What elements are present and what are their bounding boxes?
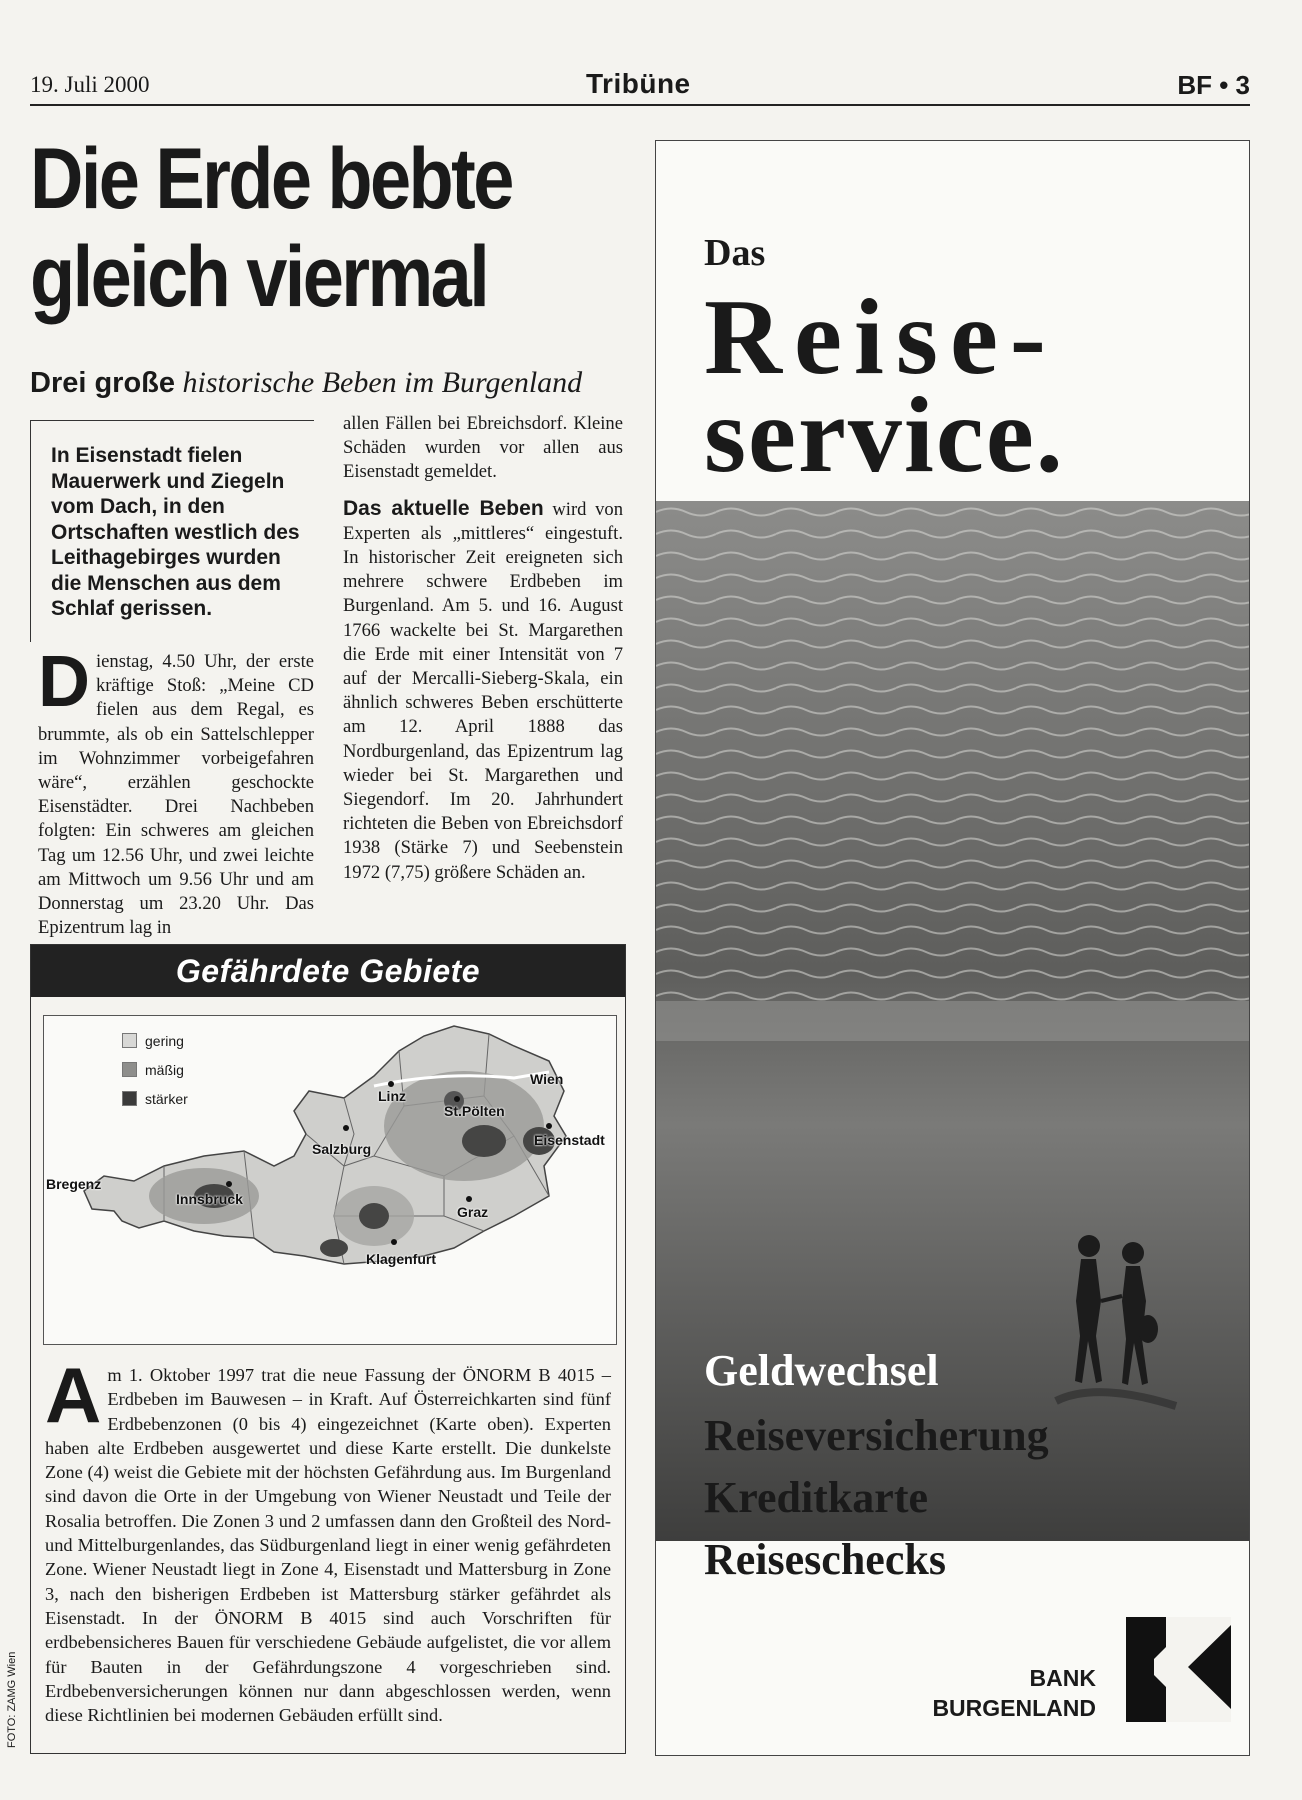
section-lead-in: Das aktuelle Beben bbox=[343, 496, 544, 520]
city-label-graz: Graz bbox=[457, 1204, 489, 1220]
subhead-italic: historische Beben im Burgenland bbox=[182, 366, 583, 399]
legend-item-low bbox=[122, 1026, 188, 1055]
seismic-zone-map bbox=[43, 1015, 617, 1345]
info-box-body: m 1. Oktober 1997 trat die neue Fassung der ÖNORM B 4015 – Erdbeben im Bauwesen – in Kraft. Auf Österreichkarten sind fünf Erdbebenzonen (0 bis 4) eingezeichnet (Karte oben). Experten haben alte Erdbeben ausgewertet und diese Karte erstellt. Die dunkelste Zone (4) weist die Gebiete mit der höchsten Gefährdung aus. Im Burgenland sind davon die Orte in der Umgebung von Wiener Neustadt und Teile der Rosalia betroffen. Die Zonen 3 und 2 umfassen dann den Großteil des Nord- und Mittelburgenlandes, das Südburgenland liegt in einer wenig gefährdeten Zone. Wiener Neustadt liegt in Zone 4, Eisenstadt und Mattersburg in Zone 3, nach den bisherigen Erdbeben ist Mattersburg stärker gefährdet als Eisenstadt. In der ÖNORM B 4015 sind auch Vorschriften für erdbebensicheres Bauen für verschiedene Gebäude aufgelistet, die vor allem für Bauten in der Gefährdungszone 4 vorgeschrieben sind. Erdbebenversicherungen können nur dann abgeschlossen werden, wenn diese Richtlinien bei modernen Gebäuden erfüllt sind. bbox=[45, 1365, 611, 1726]
legend-label-low: gering bbox=[145, 1032, 184, 1049]
ad-service-item: Reiseversicherung bbox=[704, 1411, 1049, 1460]
bank-name bbox=[924, 1663, 1096, 1723]
info-box-title: Gefährdete Gebiete bbox=[31, 945, 625, 997]
headline-line-1: Die Erde bebte bbox=[30, 131, 512, 227]
bank-name-line-1: BANK bbox=[1029, 1665, 1096, 1691]
issue-date: 19. Juli 2000 bbox=[30, 72, 150, 97]
page-number: BF • 3 bbox=[1177, 70, 1250, 100]
article-subheadline bbox=[30, 366, 650, 400]
bank-logo-icon bbox=[1126, 1617, 1231, 1722]
column-2-paragraph-1: allen Fällen bei Ebreichsdorf. Kleine Schäden wurden vor allen aus Eisenstadt gemeldet. bbox=[343, 413, 623, 483]
legend-swatch-high bbox=[122, 1091, 137, 1106]
column-1-text: ienstag, 4.50 Uhr, der erste kräftige Stoß: „Meine CD fielen aus dem Regal, es brummte, als ob ein Sattelschlepper im Wohnzimmer vorbeigefahren wäre“, erzählen geschockte Eisenstädter. Drei Nachbeben folgten: Ein schweres am gleichen Tag um 12.56 Uhr, und zwei leichte am Mittwoch um 9.56 Uhr und am Donnerstag um 23.20 Uhr. Das Epizentrum lag in bbox=[38, 651, 314, 939]
bank-name-line-2: BURGENLAND bbox=[932, 1695, 1096, 1721]
city-label-bregenz: Bregenz bbox=[46, 1176, 102, 1192]
article-headline bbox=[30, 130, 563, 326]
photo-credit: FOTO: ZAMG Wien bbox=[6, 1651, 18, 1748]
legend-label-high: stärker bbox=[145, 1090, 188, 1107]
city-label-st-poelten: St.Pölten bbox=[444, 1103, 505, 1119]
article-column-2 bbox=[343, 412, 623, 885]
page-header bbox=[30, 68, 1250, 106]
city-label-eisenstadt: Eisenstadt bbox=[534, 1132, 605, 1148]
ad-service-item: Kreditkarte bbox=[704, 1473, 929, 1522]
legend-item-medium bbox=[122, 1055, 188, 1084]
ad-headline-line-1: Reise- bbox=[704, 278, 1058, 397]
ad-service-highlight: Geldwechsel bbox=[704, 1346, 939, 1395]
city-label-innsbruck: Innsbruck bbox=[176, 1191, 243, 1207]
drop-cap: D bbox=[38, 642, 90, 722]
column-2-paragraph-2-text: wird von Experten als „mittleres“ eingestuft. In historischer Zeit ereigneten sich mehrere schwere Erdbeben im Burgenland. Am 5. und 16. August 1766 wackelte bei St. Margarethen die Erde mit einer Intensität von 7 auf der Mercalli-Sieberg-Skala, ein ähnlich schweres Beben erschütterte am 12. April 1888 das Nordburgenland, das Epizentrum lag wieder bei St. Margarethen und Siegendorf. Im 20. Jahrhundert richteten die Beben von Ebreichsdorf 1938 (Stärke 7) und Seebenstein 1972 (7,75) größere Schäden an. bbox=[343, 498, 623, 883]
ad-headline bbox=[704, 278, 1065, 495]
ad-headline-line-2: service. bbox=[704, 376, 1065, 495]
city-label-linz: Linz bbox=[378, 1088, 406, 1104]
city-label-salzburg: Salzburg bbox=[312, 1141, 372, 1157]
ad-service-list bbox=[704, 1405, 1049, 1591]
ad-service-item: Reiseschecks bbox=[704, 1535, 946, 1584]
info-box bbox=[30, 944, 626, 1754]
map-legend bbox=[122, 1026, 188, 1113]
info-drop-cap: A bbox=[45, 1351, 102, 1439]
article-lead: In Eisenstadt fielen Mauerwerk und Ziegeln vom Dach, in den Ortschaften westlich des Leithagebirges wurden die Menschen aus dem Schlaf gerissen. bbox=[30, 420, 314, 642]
legend-item-high bbox=[122, 1084, 188, 1113]
legend-label-medium: mäßig bbox=[145, 1061, 184, 1078]
headline-line-2: gleich viermal bbox=[30, 229, 488, 325]
bank-advertisement bbox=[655, 140, 1250, 1756]
legend-swatch-medium bbox=[122, 1062, 137, 1077]
newspaper-name: Tribüne bbox=[586, 68, 691, 99]
city-label-klagenfurt: Klagenfurt bbox=[366, 1251, 436, 1267]
subhead-bold: Drei große bbox=[30, 367, 176, 399]
ad-intro: Das bbox=[704, 232, 766, 274]
column-2-paragraph-2 bbox=[343, 497, 623, 885]
article-column-1 bbox=[38, 642, 314, 940]
legend-swatch-low bbox=[122, 1033, 137, 1048]
info-box-text bbox=[45, 1351, 611, 1727]
city-label-wien: Wien bbox=[530, 1071, 564, 1087]
